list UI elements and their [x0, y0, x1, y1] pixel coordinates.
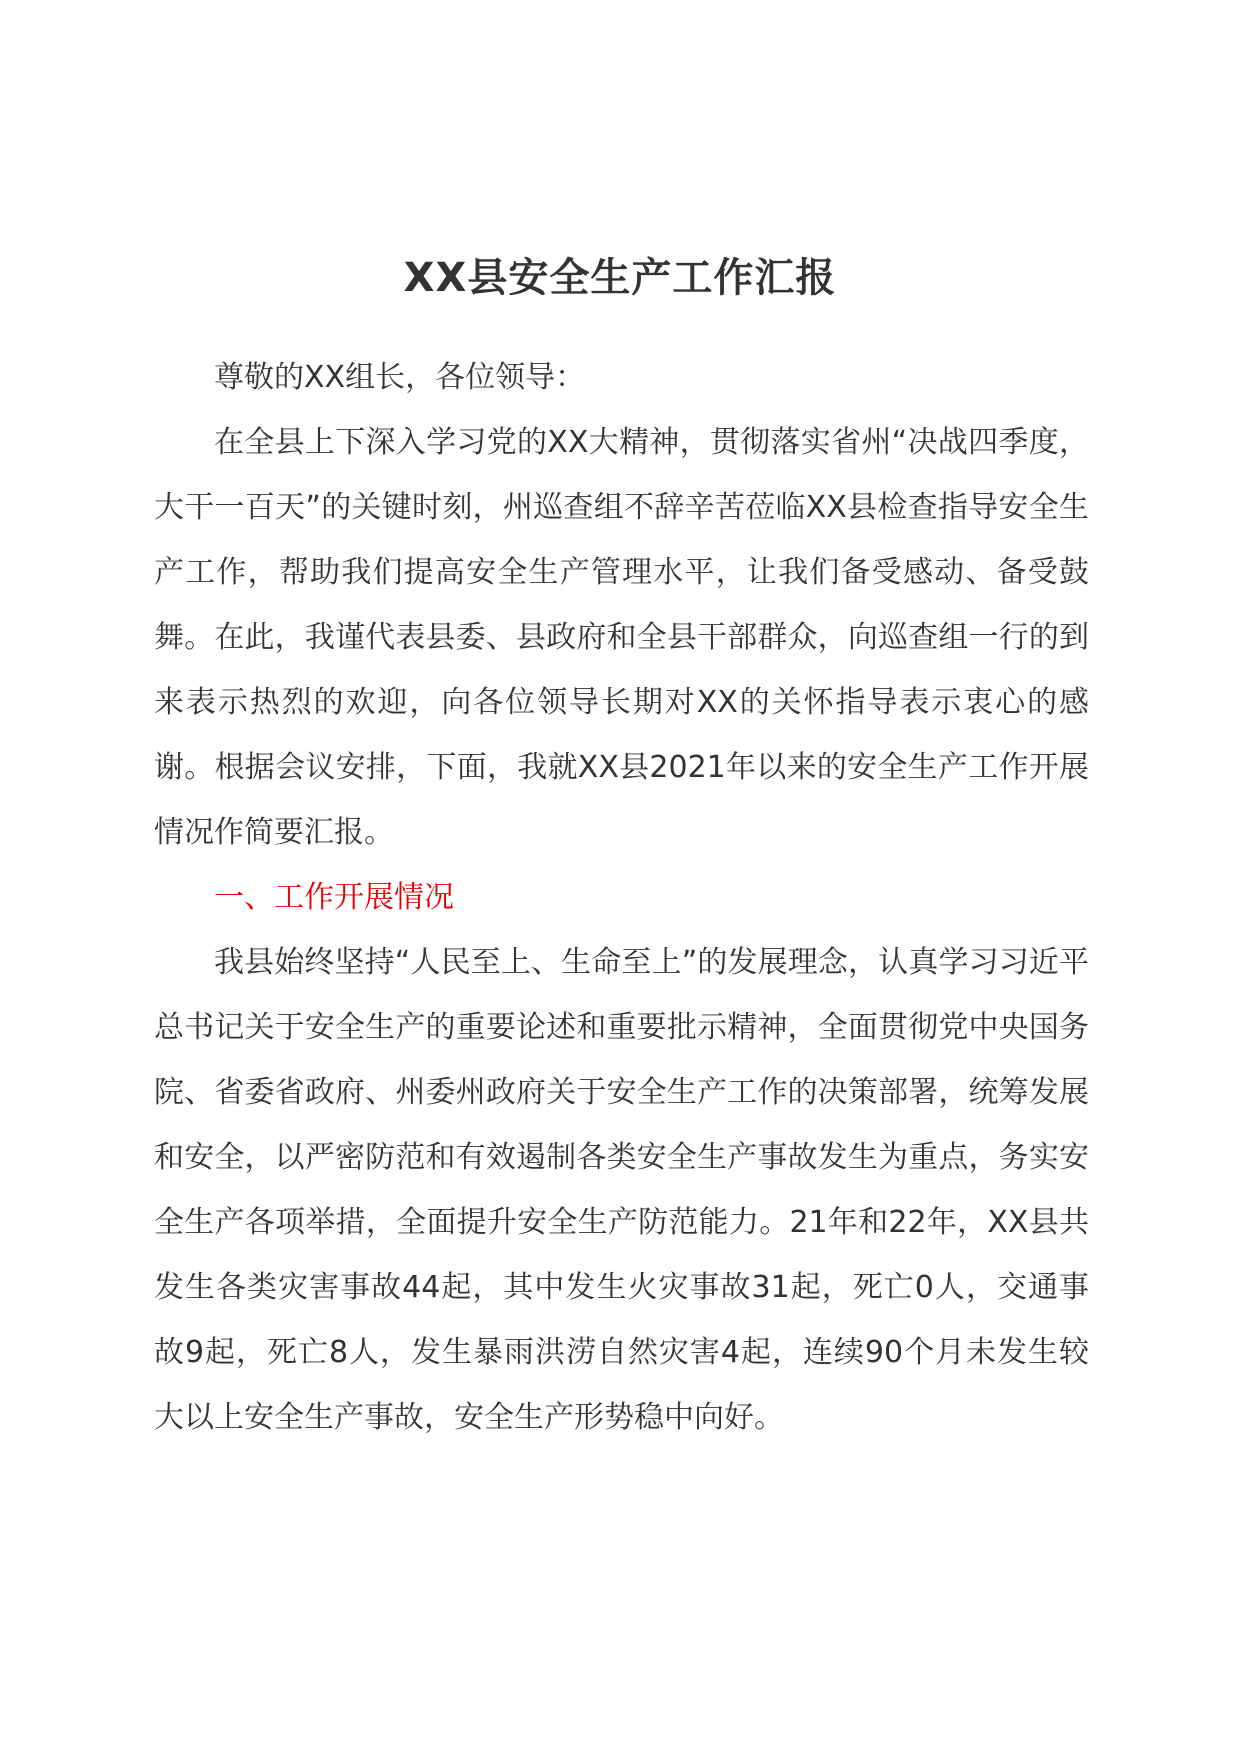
document-title: XX县安全生产工作汇报 — [403, 255, 837, 301]
paragraph-opening: 在全县上下深入学习党的XX大精神，贯彻落实省州“决战四季度，大干一百天”的关键时刻，州巡查组不辞辛苦莅临XX县检查指导安全生产工作，帮助我们提高安全生产管理水平，让我们备受感动、备受鼓舞。在此，我谨代表县委、县政府和全县干部群众，向巡查组一行的到来表示热烈的欢迎，向各位领导长期对XX的关怀指导表示衷心的感谢。根据会议安排，下面，我就XX县2021年以来的安全生产工作开展情况作简要汇报。 — [154, 425, 1089, 850]
paragraph-work-status: 我县始终坚持“人民至上、生命至上”的发展理念，认真学习习近平总书记关于安全生产的重要论述和重要批示精神，全面贯彻党中央国务院、省委省政府、州委州政府关于安全生产工作的决策部署，统筹发展和安全，以严密防范和有效遏制各类安全生产事故发生为重点，务实安全生产各项举措，全面提升安全生产防范能力。21年和22年，XX县共发生各类灾害事故44起，其中发生火灾事故31起，死亡0人，交通事故9起，死亡8人，发生暴雨洪涝自然灾害4起，连续90个月未发生较大以上安全生产事故，安全生产形势稳中向好。 — [154, 945, 1089, 1435]
section-heading: 一、工作开展情况 — [214, 880, 454, 915]
document-body — [154, 345, 1089, 1450]
salutation: 尊敬的XX组长，各位领导： — [214, 360, 586, 395]
